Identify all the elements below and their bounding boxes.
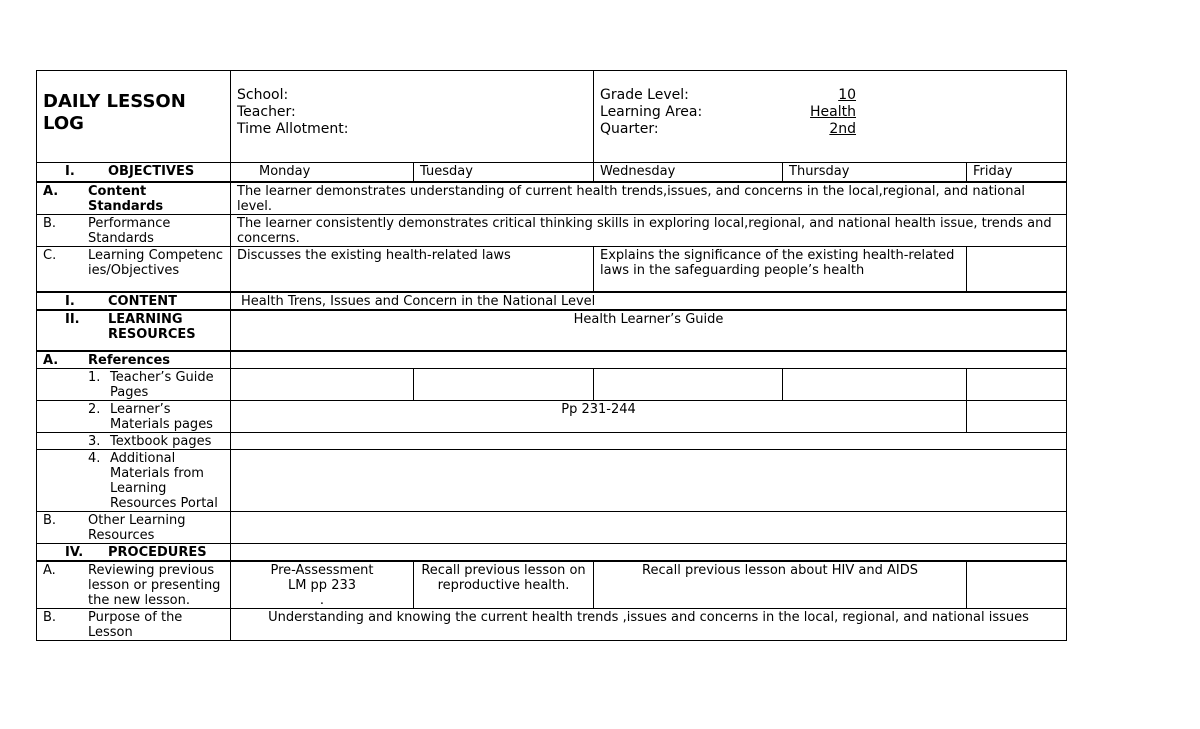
reviewing-row bbox=[37, 561, 1067, 609]
content-standards-row bbox=[37, 182, 1067, 215]
objectives-heading bbox=[37, 163, 231, 182]
other-resources-empty bbox=[231, 512, 1067, 544]
additional-materials-label: Additional Materials from Learning Resources Portal bbox=[110, 451, 218, 511]
day-friday: Friday bbox=[967, 163, 1067, 182]
reviewing-label: Reviewing previous lesson or presenting the new lesson. bbox=[88, 563, 221, 608]
learning-resources-label: LEARNING RESOURCES bbox=[108, 312, 196, 342]
other-resources-heading bbox=[37, 512, 231, 544]
references-label: References bbox=[88, 353, 171, 368]
procedures-empty bbox=[231, 544, 1067, 562]
quarter-row bbox=[600, 121, 1060, 138]
grade-level-label: Grade Level: bbox=[600, 87, 689, 103]
procedures-heading bbox=[37, 544, 231, 562]
references-num: A. bbox=[43, 353, 59, 368]
objectives-num: I. bbox=[65, 164, 75, 179]
learners-materials-num: 2. bbox=[88, 402, 101, 417]
teachers-guide-tue bbox=[414, 369, 594, 401]
procedures-row bbox=[37, 544, 1067, 562]
teacher-label: Teacher: bbox=[237, 104, 296, 120]
lm-pages-text: LM pp 233 bbox=[287, 578, 357, 593]
other-resources-row bbox=[37, 512, 1067, 544]
reviewing-heading bbox=[37, 561, 231, 609]
teachers-guide-label: Teacher’s Guide Pages bbox=[110, 370, 214, 400]
learners-materials-row bbox=[37, 401, 1067, 433]
page-title: DAILY LESSON LOG bbox=[37, 71, 231, 163]
teachers-guide-wed bbox=[594, 369, 783, 401]
purpose-heading bbox=[37, 609, 231, 641]
procedures-label: PROCEDURES bbox=[108, 545, 207, 560]
other-resources-num: B. bbox=[43, 513, 57, 528]
header-row bbox=[37, 71, 1067, 163]
content-standards-heading bbox=[37, 182, 231, 215]
competencies-heading bbox=[37, 246, 231, 292]
school-info-cell bbox=[231, 71, 594, 163]
competencies-num: C. bbox=[43, 247, 57, 263]
day-tuesday: Tuesday bbox=[414, 163, 594, 182]
content-text: Health Trens, Issues and Concern in the National Level bbox=[231, 292, 1067, 310]
competencies-wed-thu: Explains the significance of the existing health-related laws in the safeguarding people’s health bbox=[594, 246, 967, 292]
additional-materials-num: 4. bbox=[88, 451, 101, 466]
content-row bbox=[37, 292, 1067, 310]
reviewing-tue: Recall previous lesson on reproductive health. bbox=[414, 561, 594, 609]
content-standards-num: A. bbox=[43, 183, 59, 199]
content-heading bbox=[37, 292, 231, 310]
learners-materials-heading bbox=[37, 401, 231, 433]
additional-materials-row bbox=[37, 450, 1067, 512]
learning-resources-row bbox=[37, 310, 1067, 351]
purpose-text: Understanding and knowing the current health trends ,issues and concerns in the local, regional, and national issues bbox=[231, 609, 1067, 641]
teachers-guide-thu bbox=[783, 369, 967, 401]
pre-assessment-text: Pre-Assessment bbox=[270, 563, 374, 578]
competencies-row bbox=[37, 246, 1067, 292]
content-num: I. bbox=[65, 294, 75, 309]
performance-standards-label: Performance Standards bbox=[88, 215, 171, 246]
daily-lesson-log-table bbox=[36, 70, 1067, 641]
references-heading bbox=[37, 351, 231, 369]
period-text: . bbox=[319, 593, 325, 608]
day-monday: Monday bbox=[231, 163, 414, 182]
procedures-num: IV. bbox=[65, 545, 84, 560]
competencies-mon-tue: Discusses the existing health-related laws bbox=[231, 246, 594, 292]
reviewing-num: A. bbox=[43, 563, 56, 578]
content-label: CONTENT bbox=[108, 294, 177, 309]
learners-materials-fri bbox=[967, 401, 1067, 433]
other-resources-label: Other Learning Resources bbox=[88, 513, 186, 543]
content-standards-text: The learner demonstrates understanding of current health trends,issues, and concerns in the local,regional, and national level. bbox=[231, 182, 1067, 215]
content-standards-label: Content Standards bbox=[88, 183, 164, 214]
objectives-label: OBJECTIVES bbox=[108, 164, 195, 179]
textbook-pages-empty bbox=[231, 433, 1067, 450]
purpose-row bbox=[37, 609, 1067, 641]
learning-resources-text: Health Learner’s Guide bbox=[231, 310, 1067, 351]
references-row bbox=[37, 351, 1067, 369]
additional-materials-heading bbox=[37, 450, 231, 512]
learning-area-label: Learning Area: bbox=[600, 104, 703, 120]
reviewing-wed-thu: Recall previous lesson about HIV and AIDS bbox=[594, 561, 967, 609]
teachers-guide-row bbox=[37, 369, 1067, 401]
grade-level-value: 10 bbox=[838, 87, 857, 103]
textbook-pages-label: Textbook pages bbox=[110, 434, 212, 449]
textbook-pages-row bbox=[37, 433, 1067, 450]
purpose-num: B. bbox=[43, 610, 57, 625]
teachers-guide-mon bbox=[231, 369, 414, 401]
learning-area-row bbox=[600, 104, 1060, 121]
school-label: School: bbox=[237, 87, 289, 103]
grade-info-cell bbox=[594, 71, 1067, 163]
learning-resources-num: II. bbox=[65, 312, 80, 327]
objectives-row bbox=[37, 163, 1067, 182]
reviewing-mon bbox=[231, 561, 414, 609]
competencies-label: Learning Competencies/Objectives bbox=[88, 247, 223, 278]
performance-standards-heading bbox=[37, 214, 231, 246]
textbook-pages-num: 3. bbox=[88, 434, 101, 449]
grade-level-row bbox=[600, 87, 1060, 104]
teachers-guide-heading bbox=[37, 369, 231, 401]
reviewing-fri bbox=[967, 561, 1067, 609]
day-thursday: Thursday bbox=[783, 163, 967, 182]
purpose-label: Purpose of the Lesson bbox=[88, 610, 183, 640]
learning-area-value: Health bbox=[810, 104, 857, 120]
quarter-label: Quarter: bbox=[600, 121, 659, 137]
performance-standards-row bbox=[37, 214, 1067, 246]
competencies-fri bbox=[967, 246, 1067, 292]
teachers-guide-fri bbox=[967, 369, 1067, 401]
learners-materials-label: Learner’s Materials pages bbox=[110, 402, 213, 432]
day-wednesday: Wednesday bbox=[594, 163, 783, 182]
learning-resources-heading bbox=[37, 310, 231, 351]
teachers-guide-num: 1. bbox=[88, 370, 101, 385]
additional-materials-empty bbox=[231, 450, 1067, 512]
learners-materials-pages: Pp 231-244 bbox=[231, 401, 967, 433]
quarter-value: 2nd bbox=[829, 121, 857, 137]
performance-standards-num: B. bbox=[43, 215, 57, 231]
textbook-pages-heading bbox=[37, 433, 231, 450]
references-empty bbox=[231, 351, 1067, 369]
time-allotment-label: Time Allotment: bbox=[237, 121, 349, 137]
performance-standards-text: The learner consistently demonstrates critical thinking skills in exploring local,regional, and national health issue, trends and concerns. bbox=[231, 214, 1067, 246]
